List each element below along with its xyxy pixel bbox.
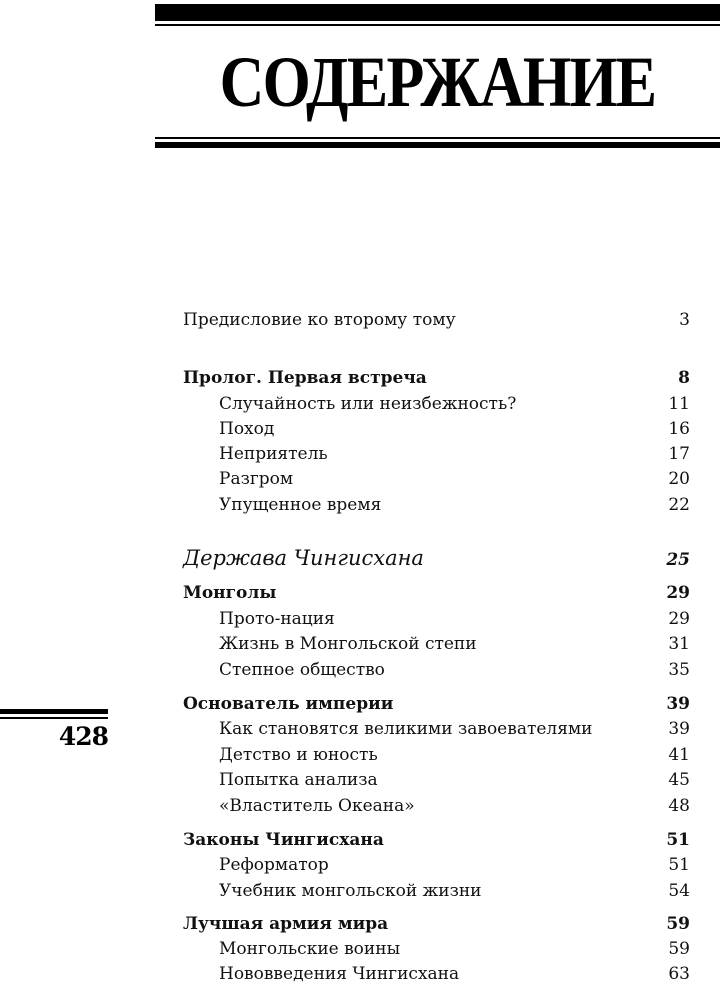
toc-entry-title: Случайность или неизбежность? (219, 394, 517, 414)
toc-entry[interactable] (219, 393, 690, 415)
toc-entry-title: Прото-нация (219, 609, 335, 629)
toc-chapter-prologue[interactable] (183, 367, 690, 389)
toc-entry-title: Упущенное время (219, 495, 382, 515)
toc-entry[interactable] (219, 443, 690, 465)
toc-entry[interactable] (219, 718, 690, 740)
toc-entry-preface[interactable] (183, 309, 690, 331)
toc-chapter-army[interactable] (183, 913, 690, 935)
toc-entry-title: Попытка анализа (219, 770, 378, 790)
toc-entry-page: 54 (668, 881, 690, 901)
toc-chapter-page: 39 (666, 694, 690, 714)
toc-entry-page: 29 (668, 609, 690, 629)
toc-entry-page: 11 (668, 394, 690, 414)
toc-chapter-founder[interactable] (183, 693, 690, 715)
toc-entry[interactable] (219, 795, 690, 817)
toc-entry-title: Степное общество (219, 660, 385, 680)
toc-chapter-page: 51 (666, 830, 690, 850)
toc-entry-title: Детство и юность (219, 745, 378, 765)
toc-entry[interactable] (219, 769, 690, 791)
toc-chapter-laws[interactable] (183, 829, 690, 851)
toc-entry-page: 22 (668, 495, 690, 515)
page-number: 428 (58, 722, 108, 751)
toc-entry-page: 3 (679, 310, 690, 330)
toc-entry-title: Как становятся великими завоевателями (219, 719, 593, 739)
toc-entry-title: Разгром (219, 469, 294, 489)
toc-entry-page: 39 (668, 719, 690, 739)
toc-entry[interactable] (219, 854, 690, 876)
toc-chapter-mongols[interactable] (183, 582, 690, 604)
toc-entry-page: 63 (668, 964, 690, 984)
toc-entry-title: Предисловие ко второму тому (183, 310, 456, 330)
toc-part-title: Держава Чингисхана (183, 546, 424, 570)
toc-entry[interactable] (219, 494, 690, 516)
toc-entry-title: Нововведения Чингисхана (219, 964, 460, 984)
toc-chapter-page: 8 (678, 368, 690, 388)
toc-part-page: 25 (666, 550, 690, 570)
toc-chapter-title: Лучшая армия мира (183, 914, 389, 934)
toc-chapter-title: Законы Чингисхана (183, 830, 384, 850)
page-title: СОДЕРЖАНИЕ (219, 42, 656, 122)
toc-entry-page: 16 (668, 419, 690, 439)
toc-entry[interactable] (219, 880, 690, 902)
toc-entry[interactable] (219, 468, 690, 490)
toc-entry-page: 45 (668, 770, 690, 790)
toc-entry[interactable] (219, 744, 690, 766)
toc-entry-page: 41 (668, 745, 690, 765)
toc-entry-title: «Властитель Океана» (219, 796, 415, 816)
toc-chapter-title: Основатель империи (183, 694, 394, 714)
toc-chapter-title: Монголы (183, 583, 277, 603)
toc-entry[interactable] (219, 938, 690, 960)
toc-entry-page: 17 (668, 444, 690, 464)
toc-entry-page: 51 (668, 855, 690, 875)
toc-entry-page: 48 (668, 796, 690, 816)
toc-entry-page: 35 (668, 660, 690, 680)
toc-entry-page: 31 (668, 634, 690, 654)
toc-entry-title: Реформатор (219, 855, 329, 875)
toc-entry[interactable] (219, 659, 690, 681)
toc-entry-page: 20 (668, 469, 690, 489)
toc-entry[interactable] (219, 633, 690, 655)
toc-chapter-page: 29 (666, 583, 690, 603)
toc-entry-title: Учебник монгольской жизни (219, 881, 482, 901)
toc-chapter-title: Пролог. Первая встреча (183, 368, 427, 388)
toc-entry-title: Неприятель (219, 444, 328, 464)
toc-part-heading[interactable] (183, 545, 690, 573)
toc-entry-title: Поход (219, 419, 275, 439)
toc-entry-page: 59 (668, 939, 690, 959)
toc-entry-title: Жизнь в Монгольской степи (219, 634, 477, 654)
toc-chapter-page: 59 (666, 914, 690, 934)
toc-entry-title: Монгольские воины (219, 939, 401, 959)
toc-entry[interactable] (219, 963, 690, 985)
toc-entry[interactable] (219, 418, 690, 440)
toc-entry[interactable] (219, 608, 690, 630)
